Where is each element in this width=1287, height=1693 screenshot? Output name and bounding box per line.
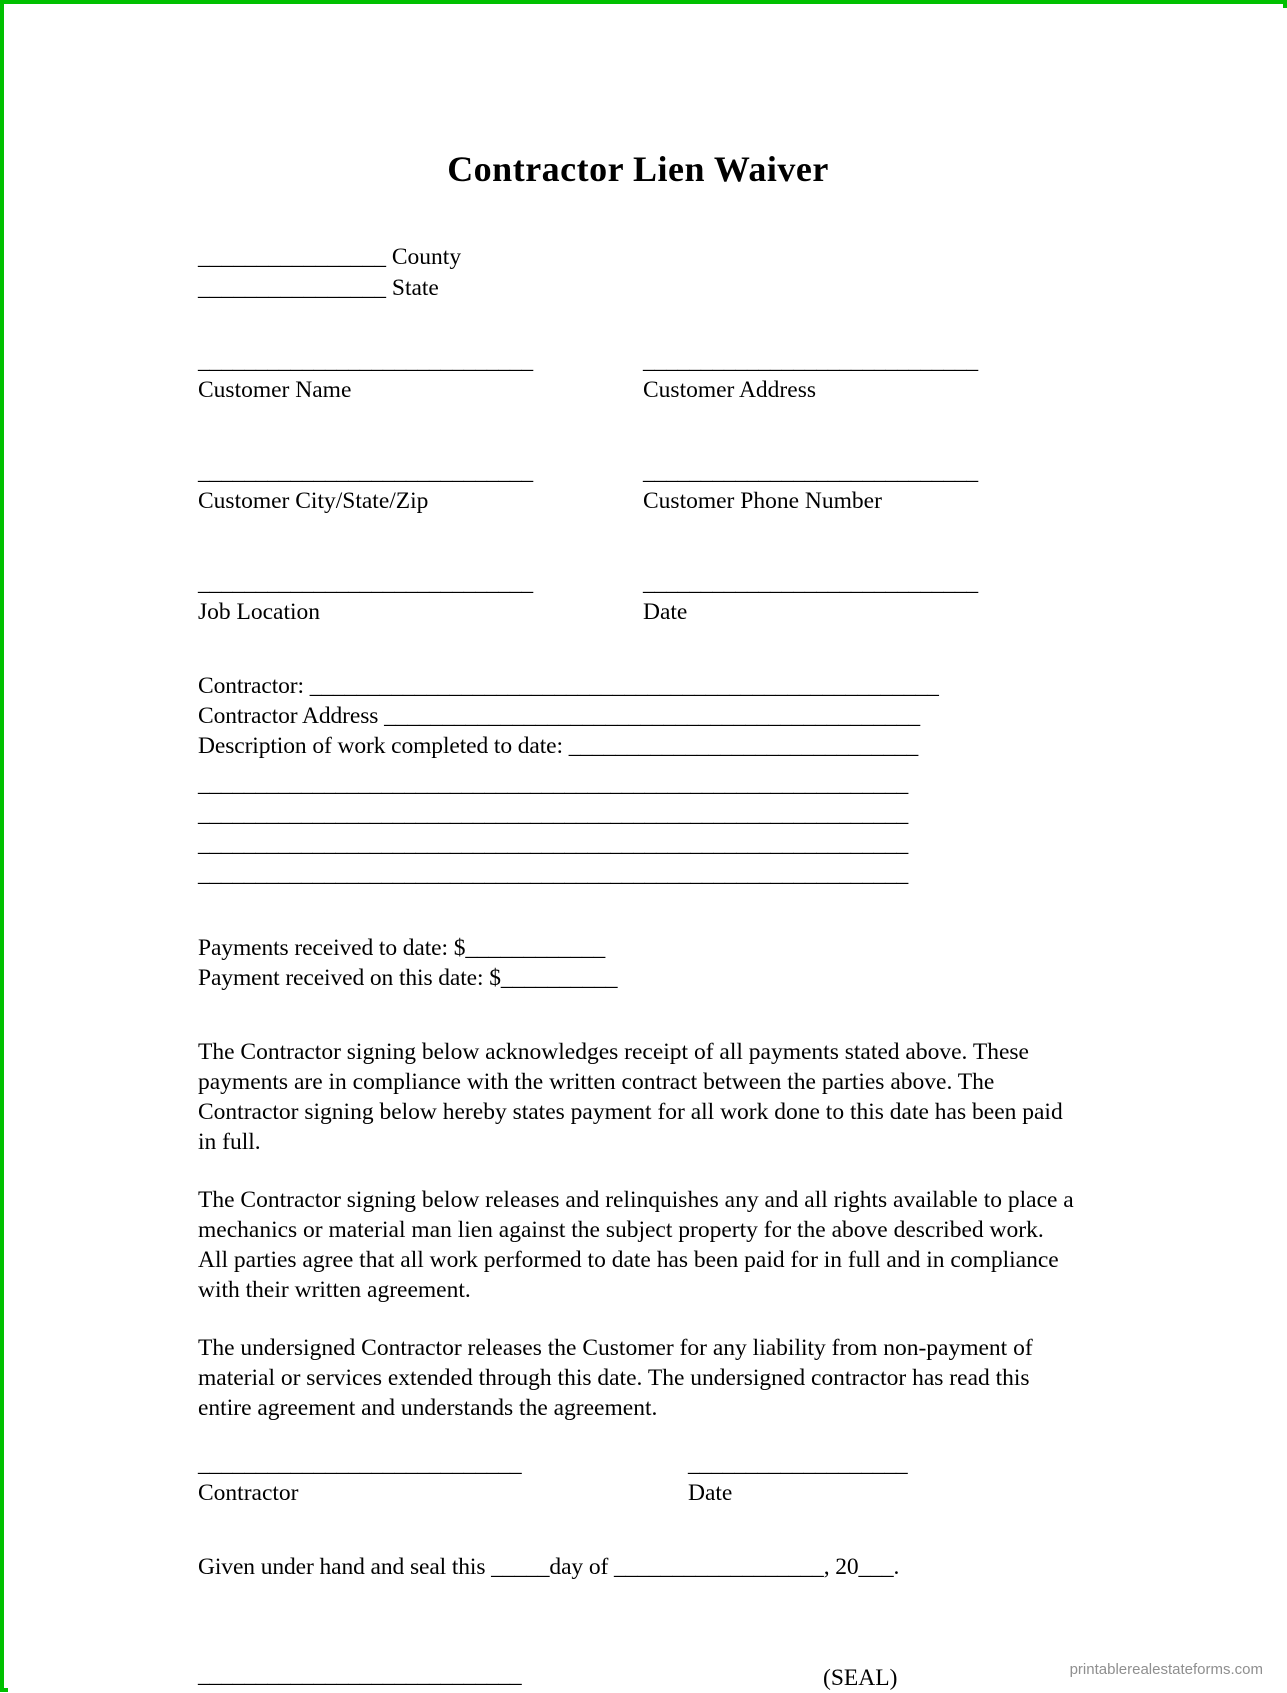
- job-location-label: Job Location: [198, 599, 321, 625]
- signature-date-label: Date: [688, 1480, 733, 1506]
- customer-address-rule[interactable]: _____________________________: [643, 348, 978, 374]
- field-row-job-location: [198, 570, 1098, 627]
- paragraph-release: The Contractor signing below releases and relinquishes any and all rights available to place a mechanics or material man lien against the subject property for the above described work. All parties agree that all work performed to date has been paid for in full and in compliance with their written agreement.: [198, 1187, 1074, 1303]
- blank-rule-3[interactable]: ______________________________________________________________: [198, 831, 908, 857]
- spacer-2: [198, 526, 1098, 570]
- paragraph-liability: The undersigned Contractor releases the Customer for any liability from non-payment of material or services extended through this date. The undersigned contractor has read this entire agreement and understands the agreement.: [198, 1335, 1033, 1421]
- header-fields: [198, 242, 1098, 304]
- state-field-row: [198, 273, 1098, 304]
- seal-signature-rule[interactable]: ____________________________: [198, 1662, 522, 1688]
- payment-block: [198, 933, 1098, 993]
- blank-rule-2[interactable]: ______________________________________________________________: [198, 801, 908, 827]
- seal-signature-rule-wrap: [198, 1662, 823, 1693]
- blank-rule-4[interactable]: ______________________________________________________________: [198, 861, 908, 887]
- signature-date: [688, 1451, 1088, 1508]
- customer-city-label: Customer City/State/Zip: [198, 488, 429, 514]
- spacer-7: [198, 1508, 1098, 1552]
- date-rule[interactable]: _____________________________: [643, 570, 978, 596]
- customer-address-label: Customer Address: [643, 377, 816, 403]
- field-row-customer-city: [198, 459, 1098, 516]
- signature-block: [198, 1451, 1098, 1508]
- date-label: Date: [643, 599, 688, 625]
- customer-name-rule[interactable]: _____________________________: [198, 348, 533, 374]
- work-description-line[interactable]: Description of work completed to date: ______________________________: [198, 733, 919, 759]
- customer-phone-label: Customer Phone Number: [643, 488, 882, 514]
- seal-statement-line[interactable]: Given under hand and seal this _____day of __________________, 20___.: [198, 1554, 900, 1580]
- customer-phone-rule[interactable]: _____________________________: [643, 459, 978, 485]
- state-label: State: [386, 275, 439, 301]
- page-title: Contractor Lien Waiver: [447, 149, 829, 189]
- state-rule[interactable]: ________________: [198, 275, 386, 301]
- contractor-line[interactable]: Contractor: ______________________________________________________: [198, 673, 939, 699]
- field-date: [643, 570, 1098, 627]
- payments-received-to-date-line[interactable]: Payments received to date: $____________: [198, 935, 606, 961]
- spacer-3: [198, 637, 1098, 671]
- field-row-customer-name: [198, 348, 1098, 405]
- signature-date-rule[interactable]: ___________________: [688, 1451, 908, 1477]
- payment-received-this-date-line[interactable]: Payment received on this date: $__________: [198, 965, 618, 991]
- field-job-location: [198, 570, 643, 627]
- spacer-4: [198, 761, 1098, 769]
- spacer-1: [198, 415, 1098, 459]
- customer-name-label: Customer Name: [198, 377, 352, 403]
- blank-rule-1[interactable]: ______________________________________________________________: [198, 771, 908, 797]
- contractor-signature-label: Contractor: [198, 1480, 299, 1506]
- document-surface: [8, 8, 1287, 1692]
- blank-rules-block: [198, 769, 1098, 889]
- inline-fields: [198, 671, 1098, 761]
- seal-block: [198, 1662, 1098, 1693]
- spacer-5: [198, 889, 1098, 933]
- seal-label-wrap: [823, 1662, 897, 1693]
- county-field-row: [198, 242, 1098, 273]
- signature-contractor: [198, 1451, 688, 1508]
- seal-label: (SEAL): [823, 1665, 898, 1691]
- document-body: [198, 148, 1098, 1693]
- job-location-rule[interactable]: _____________________________: [198, 570, 533, 596]
- site-watermark: printablerealestateforms.com: [1069, 1661, 1263, 1678]
- field-customer-phone: [643, 459, 1098, 516]
- customer-city-rule[interactable]: _____________________________: [198, 459, 533, 485]
- contractor-signature-rule[interactable]: ____________________________: [198, 1451, 522, 1477]
- contractor-address-line[interactable]: Contractor Address ______________________________________________: [198, 703, 920, 729]
- paragraph-acknowledgement: The Contractor signing below acknowledges receipt of all payments stated above. These payments are in compliance with the written contract between the parties above. The Contractor signing below hereby states payment for all work done to this date has been paid in full.: [198, 1039, 1063, 1155]
- field-customer-name: [198, 348, 643, 405]
- field-customer-city: [198, 459, 643, 516]
- spacer-6: [198, 993, 1098, 1037]
- field-customer-address: [643, 348, 1098, 405]
- county-label: County: [386, 244, 462, 270]
- county-rule[interactable]: ________________: [198, 244, 386, 270]
